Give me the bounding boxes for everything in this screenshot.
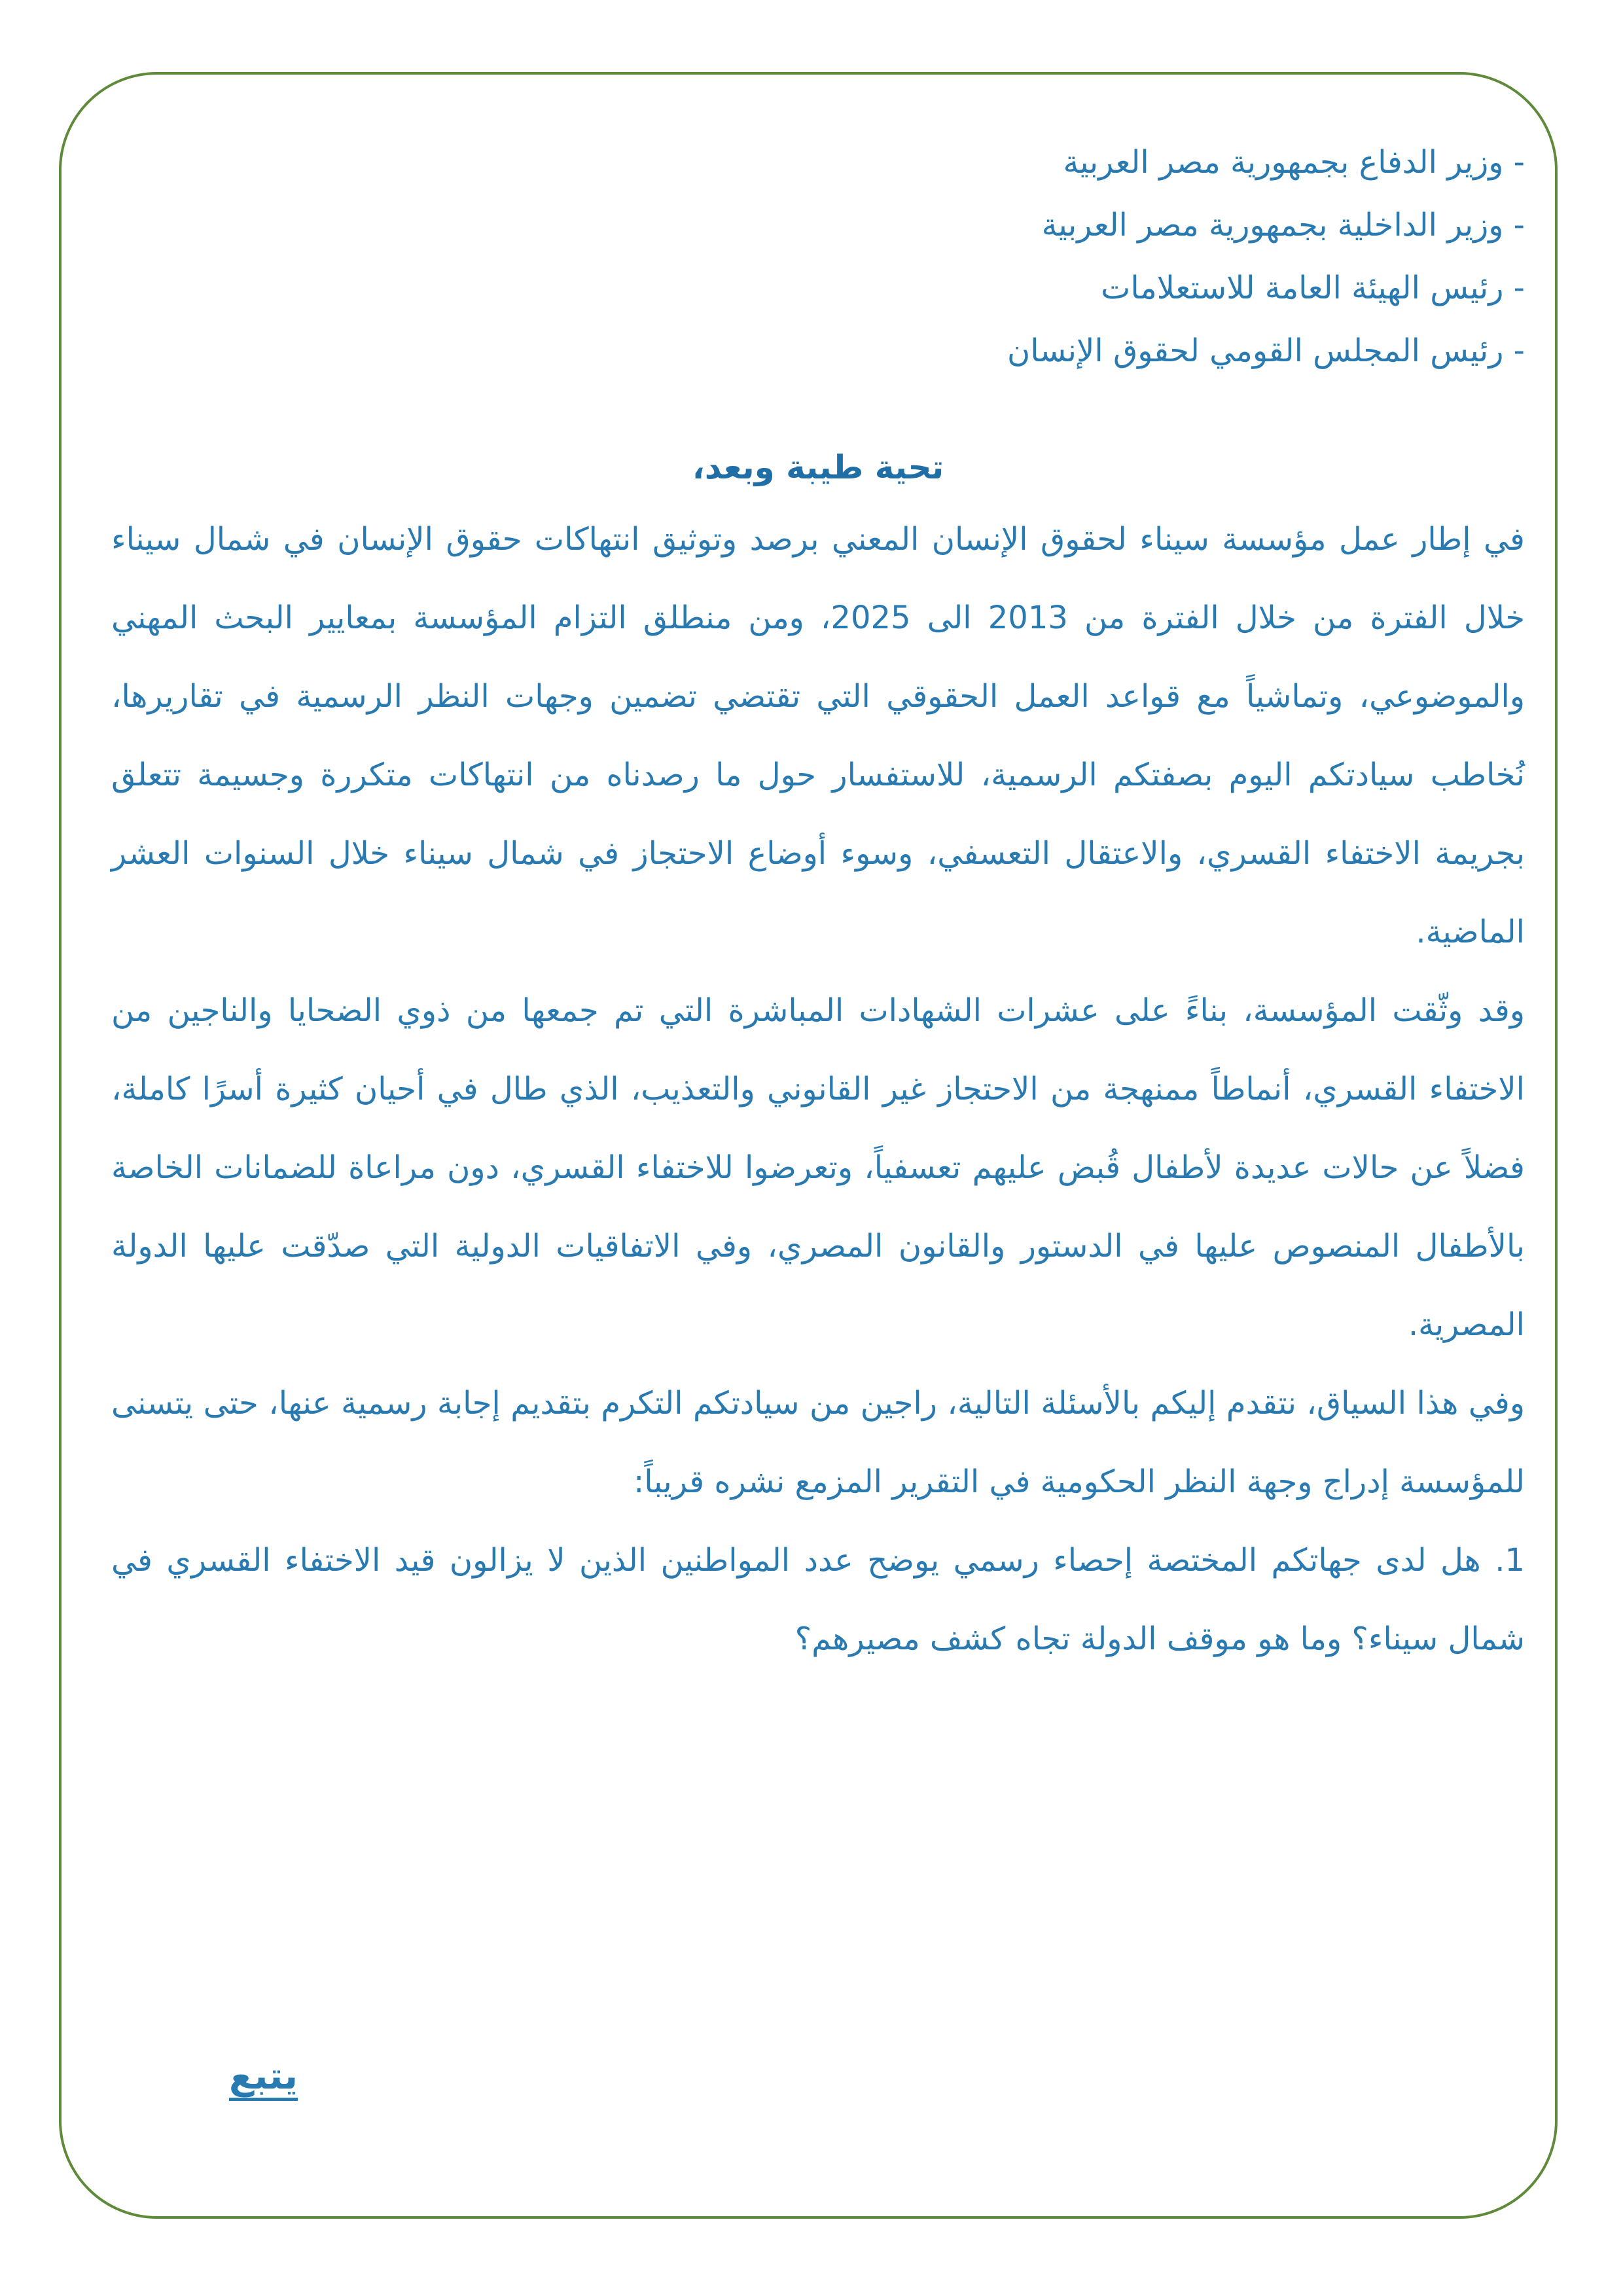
continued-label: يتبع [229,2055,298,2098]
recipient-item: - وزير الداخلية بجمهورية مصر العربية [1041,207,1525,243]
paragraph-documentation: وقد وثّقت المؤسسة، بناءً على عشرات الشهادات المباشرة التي تم جمعها من ذوي الضحايا والناجين من الاختفاء القسري، أنماطاً ممنهجة من الاحتجاز غير القانوني والتعذيب، الذي طال في أحيان كثيرة أسرًا كاملة، فضلاً عن حالات عديدة لأطفال قُبض عليهم تعسفياً، وتعرضوا للاختفاء القسري، دون مراعاة للضمانات الخاصة بالأطفال المنصوص عليها في الدستور والقانون المصري، وفي الاتفاقيات الدولية التي صدّقت عليها الدولة المصرية. [111,992,1525,1343]
greeting-heading: تحية طيبة وبعد، [692,448,944,486]
recipients-list [111,131,1525,382]
paragraph-intro: في إطار عمل مؤسسة سيناء لحقوق الإنسان المعني برصد وتوثيق انتهاكات حقوق الإنسان في شمال سيناء خلال الفترة من خلال الفترة من 2013 الى 2025، ومن منطلق التزام المؤسسة بمعايير البحث المهني والموضوعي، وتماشياً مع قواعد العمل الحقوقي التي تقتضي تضمين وجهات النظر الرسمية في تقاريرها، نُخاطب سيادتكم اليوم بصفتكم الرسمية، للاستفسار حول ما رصدناه من انتهاكات متكررة وجسيمة تتعلق بجريمة الاختفاء القسري، والاعتقال التعسفي، وسوء أوضاع الاحتجاز في شمال سيناء خلال السنوات العشر الماضية. [111,521,1525,950]
recipient-item: - وزير الدفاع بجمهورية مصر العربية [1063,144,1525,181]
letter-body [111,131,1525,1678]
paragraph-request: وفي هذا السياق، نتقدم إليكم بالأسئلة التالية، راجين من سيادتكم التكرم بتقديم إجابة رسمية عنها، حتى يتسنى للمؤسسة إدراج وجهة النظر الحكومية في التقرير المزمع نشره قريباً: [111,1385,1525,1500]
recipient-item: - رئيس المجلس القومي لحقوق الإنسان [1007,332,1525,369]
question-item: 1. هل لدى جهاتكم المختصة إحصاء رسمي يوضح عدد المواطنين الذين لا يزالون قيد الاختفاء القسري في شمال سيناء؟ وما هو موقف الدولة تجاه كشف مصيرهم؟ [111,1542,1525,1657]
recipient-item: - رئيس الهيئة العامة للاستعلامات [1101,270,1525,306]
